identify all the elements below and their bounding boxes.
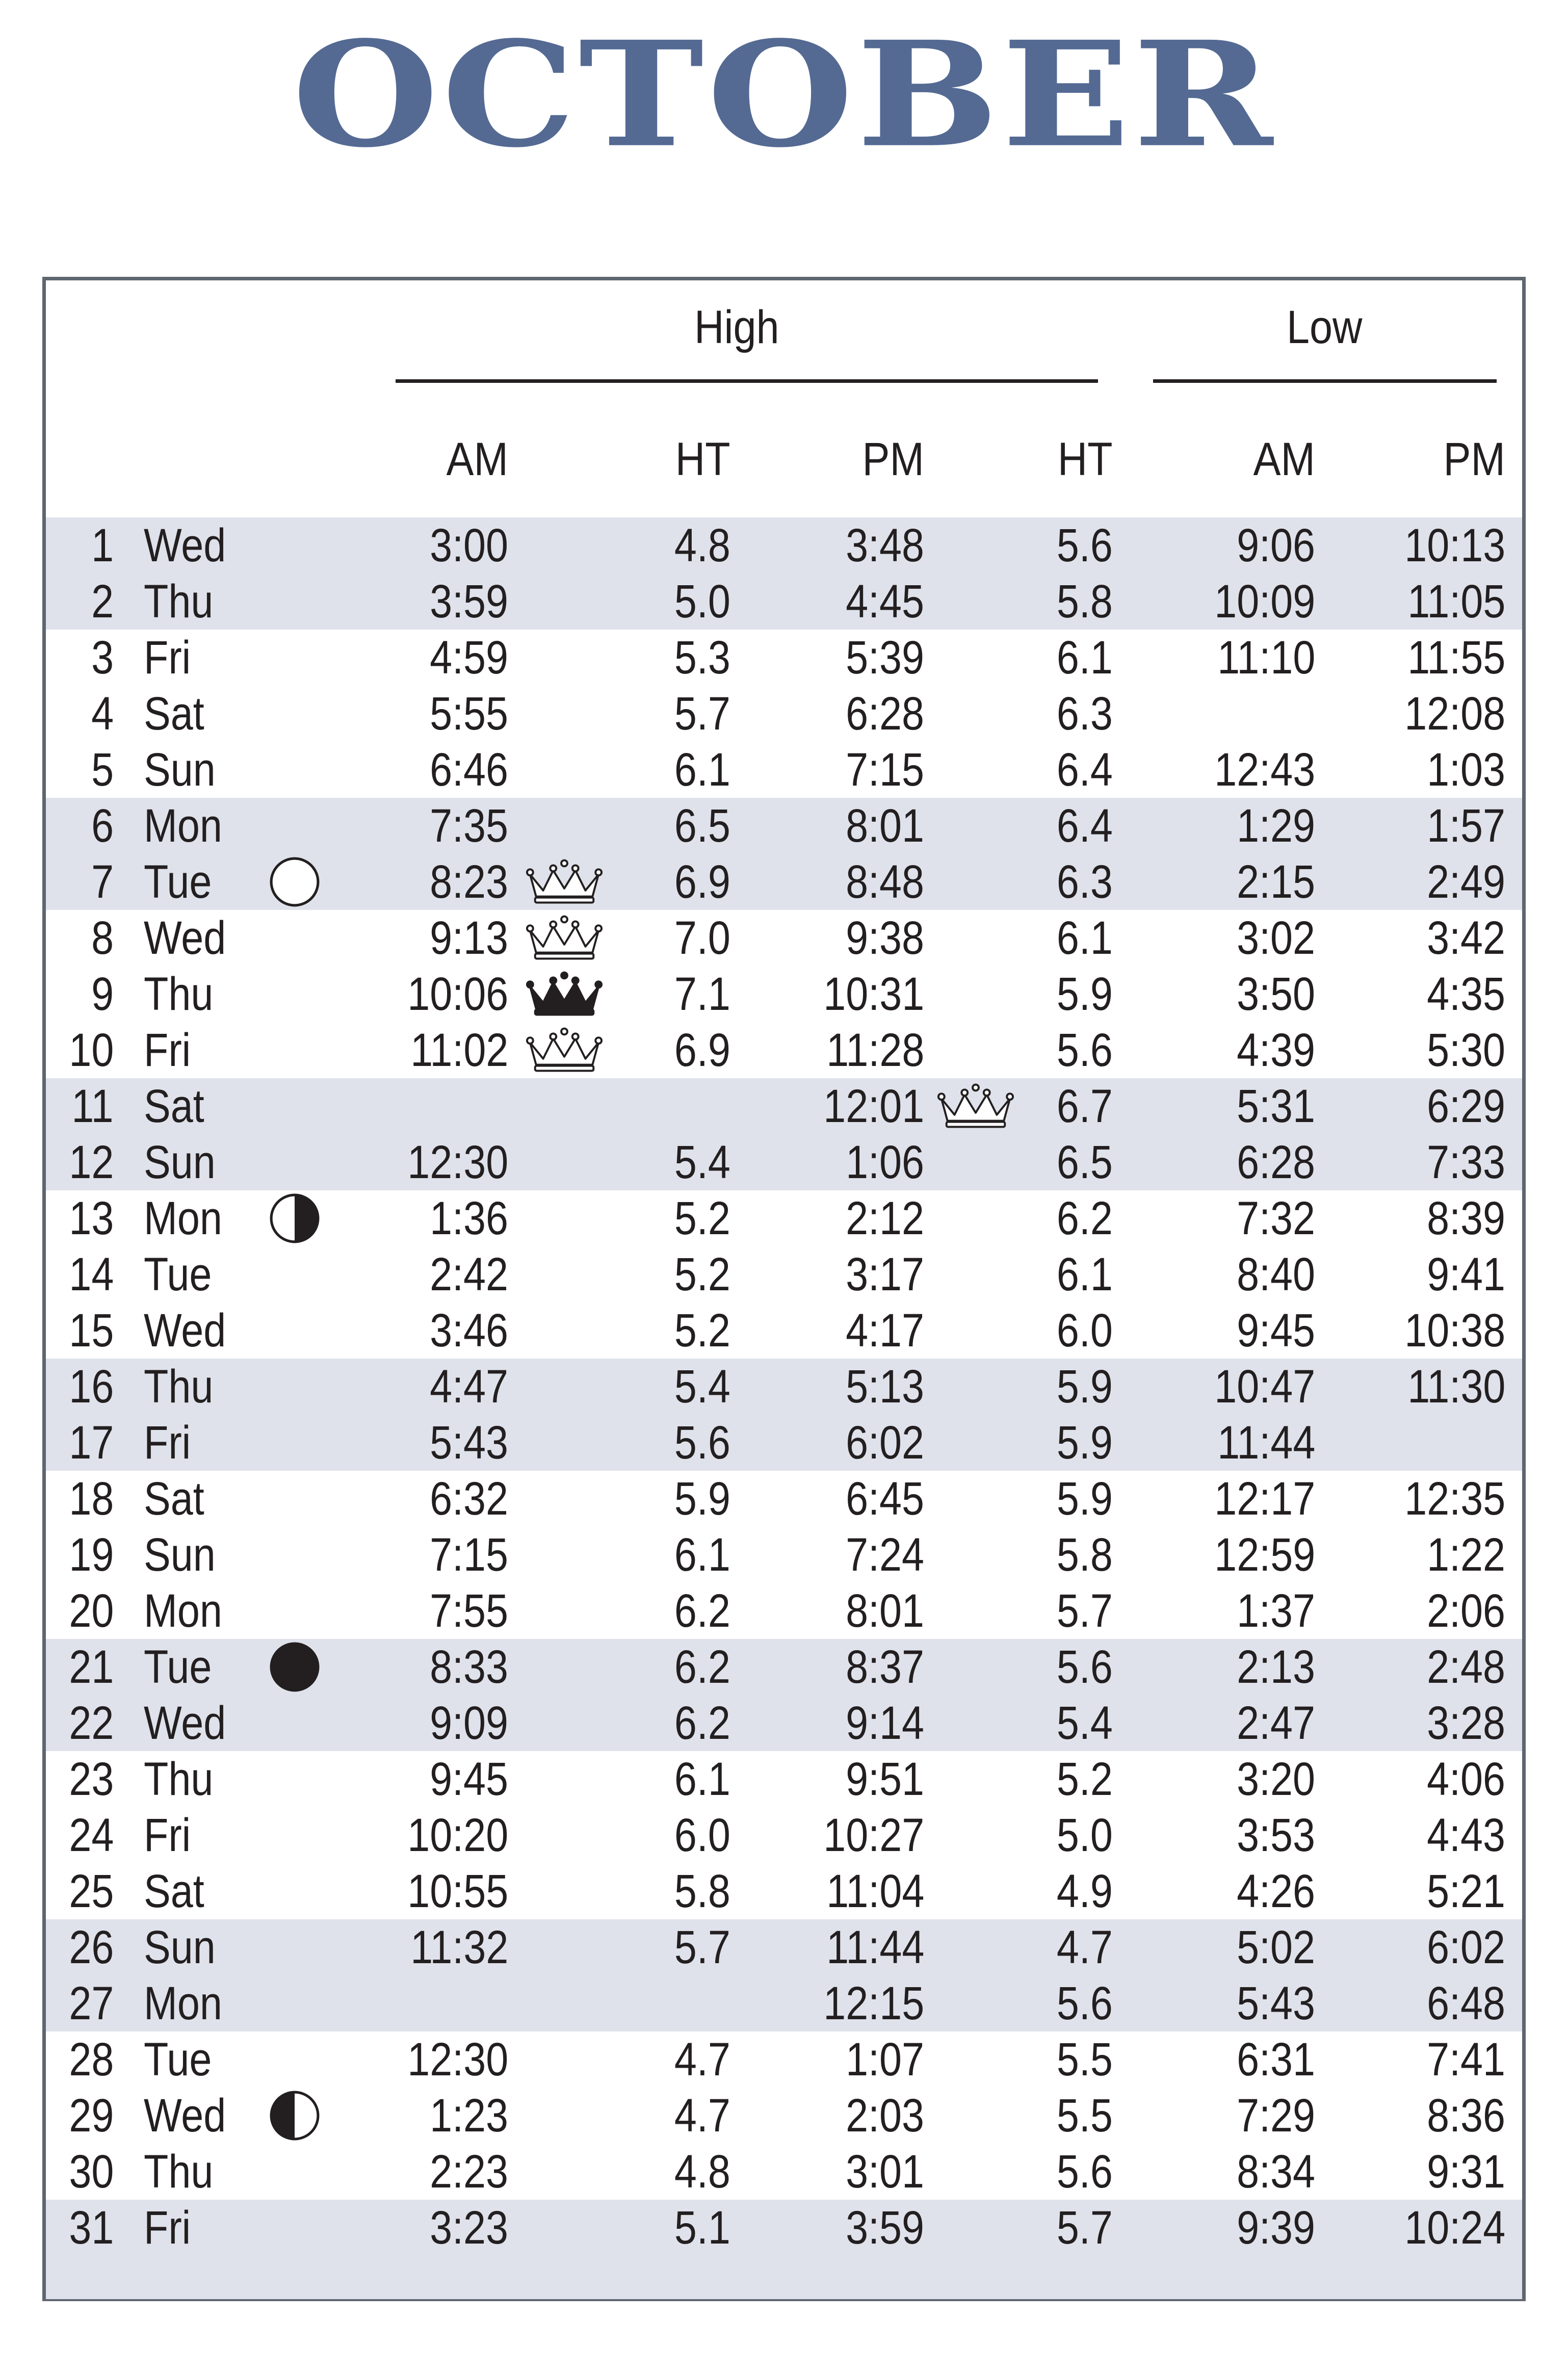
- low-pm-time: 4:06: [1427, 1753, 1505, 1805]
- day-of-week: Fri: [144, 632, 191, 684]
- high-am-height: 5.2: [674, 1248, 730, 1300]
- low-pm-time: 7:33: [1427, 1136, 1505, 1188]
- day-of-week: Mon: [144, 1585, 222, 1637]
- high-am-height: 5.0: [674, 576, 730, 628]
- low-pm-time: 1:57: [1427, 800, 1505, 852]
- low-am-time: 11:44: [1217, 1417, 1315, 1469]
- high-pm-time: 8:01: [846, 1585, 924, 1637]
- day-of-week: Mon: [144, 1977, 222, 2029]
- day-number: 30: [68, 2146, 114, 2198]
- high-pm-ht-column-header: HT: [1058, 433, 1113, 485]
- page-title: OCTOBER: [292, 9, 1276, 179]
- tide-row: [46, 1471, 1522, 1527]
- high-am-column-header: AM: [446, 433, 508, 485]
- high-pm-height: 6.5: [1057, 1136, 1113, 1188]
- high-am-height: 6.1: [674, 1753, 730, 1805]
- high-pm-height: 5.6: [1057, 2146, 1113, 2198]
- low-pm-time: 4:35: [1427, 968, 1505, 1020]
- high-am-height: 6.9: [674, 856, 730, 908]
- full-moon-icon: [269, 856, 321, 910]
- low-pm-time: 11:05: [1407, 576, 1505, 628]
- day-number: 17: [68, 1417, 114, 1469]
- tide-row: [46, 630, 1522, 686]
- day-of-week: Sun: [144, 744, 216, 796]
- high-am-height: 6.5: [674, 800, 730, 852]
- high-pm-height: 6.3: [1057, 688, 1113, 740]
- tide-row: [46, 1246, 1522, 1302]
- low-am-time: 6:31: [1237, 2034, 1315, 2086]
- tide-row: [46, 1975, 1522, 2031]
- tide-row: [46, 910, 1522, 966]
- tide-row: [46, 1583, 1522, 1639]
- high-am-time: 9:09: [430, 1697, 508, 1749]
- high-pm-time: 6:45: [846, 1473, 924, 1525]
- high-am-height: 5.7: [674, 1921, 730, 1973]
- low-am-time: 3:02: [1237, 912, 1315, 964]
- tide-row: [46, 1527, 1522, 1583]
- tide-row: [46, 2031, 1522, 2088]
- tide-row: [46, 1863, 1522, 1919]
- low-am-time: 6:28: [1237, 1136, 1315, 1188]
- high-am-height: 6.1: [674, 1529, 730, 1581]
- high-am-time: 12:30: [407, 2034, 508, 2086]
- tide-row: [46, 1022, 1522, 1078]
- high-pm-time: 3:01: [846, 2146, 924, 2198]
- high-am-time: 11:32: [410, 1921, 508, 1973]
- tide-row: [46, 1359, 1522, 1415]
- high-pm-height: 5.9: [1057, 968, 1113, 1020]
- high-pm-height: 5.8: [1057, 1529, 1113, 1581]
- high-am-height: 4.7: [674, 2034, 730, 2086]
- low-pm-time: 2:49: [1427, 856, 1505, 908]
- day-of-week: Thu: [144, 968, 214, 1020]
- low-am-time: 1:37: [1237, 1585, 1315, 1637]
- low-am-column-header: AM: [1253, 433, 1315, 485]
- low-pm-time: 11:55: [1407, 632, 1505, 684]
- high-am-height: 4.7: [674, 2090, 730, 2142]
- day-number: 16: [68, 1361, 114, 1413]
- high-pm-time: 11:04: [826, 1865, 924, 1917]
- high-am-height: 5.4: [674, 1136, 730, 1188]
- low-pm-time: 10:13: [1404, 519, 1505, 571]
- low-pm-time: 3:42: [1427, 912, 1505, 964]
- high-pm-height: 5.9: [1057, 1473, 1113, 1525]
- high-am-height: 7.1: [674, 968, 730, 1020]
- day-of-week: Tue: [144, 2034, 212, 2086]
- low-pm-time: 2:06: [1427, 1585, 1505, 1637]
- day-of-week: Fri: [144, 1809, 191, 1861]
- low-pm-time: 12:08: [1404, 688, 1505, 740]
- high-pm-height: 5.7: [1057, 1585, 1113, 1637]
- low-am-time: 8:34: [1237, 2146, 1315, 2198]
- high-pm-time: 12:15: [823, 1977, 924, 2029]
- high-am-height: 5.9: [674, 1473, 730, 1525]
- high-pm-time: 9:38: [846, 912, 924, 964]
- low-am-time: 2:13: [1237, 1641, 1315, 1693]
- day-of-week: Sat: [144, 1865, 204, 1917]
- day-of-week: Wed: [144, 519, 226, 571]
- low-pm-column-header: PM: [1443, 433, 1505, 485]
- low-pm-time: 9:31: [1427, 2146, 1505, 2198]
- low-am-time: 5:43: [1237, 1977, 1315, 2029]
- high-am-time: 6:46: [430, 744, 508, 796]
- tide-row: [46, 1639, 1522, 1695]
- high-pm-time: 1:06: [846, 1136, 924, 1188]
- low-am-time: 4:26: [1237, 1865, 1315, 1917]
- day-of-week: Wed: [144, 1305, 226, 1357]
- low-am-time: 7:29: [1237, 2090, 1315, 2142]
- high-pm-height: 6.7: [1057, 1080, 1113, 1132]
- high-pm-time: 10:27: [823, 1809, 924, 1861]
- high-am-time: 5:55: [430, 688, 508, 740]
- low-pm-time: 11:30: [1407, 1361, 1505, 1413]
- high-pm-time: 11:28: [826, 1024, 924, 1076]
- high-am-time: 1:36: [430, 1192, 508, 1244]
- day-of-week: Sun: [144, 1136, 216, 1188]
- high-pm-time: 11:44: [826, 1921, 924, 1973]
- high-am-time: 11:02: [410, 1024, 508, 1076]
- tide-row: [46, 2200, 1522, 2256]
- high-pm-time: 6:02: [846, 1417, 924, 1469]
- high-am-height: 5.3: [674, 632, 730, 684]
- day-of-week: Tue: [144, 1641, 212, 1693]
- low-pm-time: 5:21: [1427, 1865, 1505, 1917]
- high-am-height: 6.9: [674, 1024, 730, 1076]
- high-pm-time: 1:07: [846, 2034, 924, 2086]
- high-am-height: 6.2: [674, 1641, 730, 1693]
- day-of-week: Mon: [144, 1192, 222, 1244]
- day-of-week: Thu: [144, 1361, 214, 1413]
- high-am-time: 8:23: [430, 856, 508, 908]
- high-pm-height: 6.1: [1057, 1248, 1113, 1300]
- day-number: 1: [91, 519, 114, 571]
- high-pm-height: 5.6: [1057, 1641, 1113, 1693]
- high-am-height: 5.4: [674, 1361, 730, 1413]
- high-pm-time: 6:28: [846, 688, 924, 740]
- high-pm-time: 9:14: [846, 1697, 924, 1749]
- high-am-height: 4.8: [674, 519, 730, 571]
- day-of-week: Fri: [144, 1024, 191, 1076]
- high-am-time: 4:47: [430, 1361, 508, 1413]
- low-am-time: 3:50: [1237, 968, 1315, 1020]
- day-number: 18: [68, 1473, 114, 1525]
- high-pm-height: 5.9: [1057, 1417, 1113, 1469]
- crown-outline-icon: [935, 1083, 1016, 1133]
- high-pm-height: 5.6: [1057, 1977, 1113, 2029]
- high-pm-time: 2:03: [846, 2090, 924, 2142]
- high-pm-height: 6.2: [1057, 1192, 1113, 1244]
- high-am-time: 7:15: [430, 1529, 508, 1581]
- low-header: Low: [1287, 301, 1363, 353]
- day-number: 14: [68, 1248, 114, 1300]
- day-of-week: Fri: [144, 1417, 191, 1469]
- high-pm-height: 6.4: [1057, 800, 1113, 852]
- low-pm-time: 12:35: [1404, 1473, 1505, 1525]
- tide-row: [46, 1078, 1522, 1134]
- day-number: 11: [71, 1080, 114, 1132]
- high-am-height: 5.8: [674, 1865, 730, 1917]
- tide-row: [46, 798, 1522, 854]
- day-of-week: Thu: [144, 2146, 214, 2198]
- day-number: 3: [91, 632, 114, 684]
- low-am-time: 12:43: [1214, 744, 1315, 796]
- high-pm-height: 6.0: [1057, 1305, 1113, 1357]
- high-pm-height: 6.4: [1057, 744, 1113, 796]
- high-pm-height: 6.1: [1057, 912, 1113, 964]
- high-am-height: 5.1: [674, 2202, 730, 2254]
- high-am-time: 1:23: [430, 2090, 508, 2142]
- high-am-height: 6.1: [674, 744, 730, 796]
- low-am-time: 10:09: [1214, 576, 1315, 628]
- day-number: 5: [91, 744, 114, 796]
- day-number: 28: [68, 2034, 114, 2086]
- day-number: 12: [68, 1136, 114, 1188]
- high-am-time: 10:06: [407, 968, 508, 1020]
- day-number: 6: [91, 800, 114, 852]
- low-am-time: 5:31: [1237, 1080, 1315, 1132]
- day-of-week: Thu: [144, 1753, 214, 1805]
- day-number: 25: [68, 1865, 114, 1917]
- day-number: 10: [68, 1024, 114, 1076]
- tide-row: [46, 517, 1522, 574]
- low-pm-time: 1:03: [1427, 744, 1505, 796]
- day-number: 13: [68, 1192, 114, 1244]
- high-am-time: 9:45: [430, 1753, 508, 1805]
- crown-outline-icon: [524, 859, 605, 908]
- high-am-time: 2:42: [430, 1248, 508, 1300]
- low-am-time: 3:53: [1237, 1809, 1315, 1861]
- high-am-time: 3:59: [430, 576, 508, 628]
- first-quarter-moon-icon: [269, 2090, 321, 2144]
- day-of-week: Tue: [144, 856, 212, 908]
- day-number: 26: [68, 1921, 114, 1973]
- high-am-height: 7.0: [674, 912, 730, 964]
- low-am-time: 2:47: [1237, 1697, 1315, 1749]
- low-am-time: 5:02: [1237, 1921, 1315, 1973]
- tide-row: [46, 1302, 1522, 1359]
- high-am-time: 6:32: [430, 1473, 508, 1525]
- high-pm-height: 4.7: [1057, 1921, 1113, 1973]
- day-number: 7: [91, 856, 114, 908]
- day-number: 21: [68, 1641, 114, 1693]
- low-am-time: 3:20: [1237, 1753, 1315, 1805]
- high-pm-time: 4:45: [846, 576, 924, 628]
- high-pm-time: 7:24: [846, 1529, 924, 1581]
- high-pm-time: 5:13: [846, 1361, 924, 1413]
- day-of-week: Wed: [144, 1697, 226, 1749]
- high-am-ht-column-header: HT: [675, 433, 730, 485]
- low-am-time: 10:47: [1214, 1361, 1315, 1413]
- low-am-time: 7:32: [1237, 1192, 1315, 1244]
- high-am-height: 5.6: [674, 1417, 730, 1469]
- high-pm-time: 12:01: [823, 1080, 924, 1132]
- day-of-week: Fri: [144, 2202, 191, 2254]
- high-pm-time: 8:37: [846, 1641, 924, 1693]
- high-pm-height: 5.9: [1057, 1361, 1113, 1413]
- high-pm-time: 10:31: [823, 968, 924, 1020]
- high-pm-time: 3:48: [846, 519, 924, 571]
- high-header: High: [694, 301, 779, 353]
- day-number: 27: [68, 1977, 114, 2029]
- high-am-height: 5.2: [674, 1192, 730, 1244]
- low-pm-time: 8:36: [1427, 2090, 1505, 2142]
- tide-row: [46, 1415, 1522, 1471]
- high-am-height: 5.7: [674, 688, 730, 740]
- high-pm-height: 5.4: [1057, 1697, 1113, 1749]
- day-of-week: Thu: [144, 576, 214, 628]
- day-number: 24: [68, 1809, 114, 1861]
- high-pm-height: 5.8: [1057, 576, 1113, 628]
- low-am-time: 9:39: [1237, 2202, 1315, 2254]
- low-am-time: 11:10: [1217, 632, 1315, 684]
- tide-row: [46, 966, 1522, 1022]
- high-pm-time: 4:17: [846, 1305, 924, 1357]
- high-pm-height: 5.2: [1057, 1753, 1113, 1805]
- low-am-time: 9:45: [1237, 1305, 1315, 1357]
- high-am-height: 5.2: [674, 1305, 730, 1357]
- low-pm-time: 6:48: [1427, 1977, 1505, 2029]
- low-pm-time: 8:39: [1427, 1192, 1505, 1244]
- tide-row: [46, 1190, 1522, 1246]
- day-of-week: Sat: [144, 1080, 204, 1132]
- high-pm-time: 5:39: [846, 632, 924, 684]
- day-of-week: Tue: [144, 1248, 212, 1300]
- high-header-rule: [396, 379, 1098, 383]
- low-am-time: 12:59: [1214, 1529, 1315, 1581]
- last-quarter-moon-icon: [269, 1192, 321, 1247]
- day-of-week: Sat: [144, 1473, 204, 1525]
- new-moon-icon: [269, 1641, 321, 1696]
- high-pm-height: 5.6: [1057, 519, 1113, 571]
- tide-row: [46, 1751, 1522, 1807]
- day-number: 31: [68, 2202, 114, 2254]
- day-number: 15: [68, 1305, 114, 1357]
- high-am-time: 3:00: [430, 519, 508, 571]
- day-number: 2: [91, 576, 114, 628]
- high-am-height: 4.8: [674, 2146, 730, 2198]
- high-pm-height: 5.5: [1057, 2034, 1113, 2086]
- tide-row: [46, 1134, 1522, 1190]
- tide-row: [46, 1807, 1522, 1863]
- low-pm-time: 6:29: [1427, 1080, 1505, 1132]
- day-number: 8: [91, 912, 114, 964]
- day-number: 23: [68, 1753, 114, 1805]
- high-am-height: 6.0: [674, 1809, 730, 1861]
- day-of-week: Wed: [144, 2090, 226, 2142]
- day-number: 9: [91, 968, 114, 1020]
- high-pm-time: 3:17: [846, 1248, 924, 1300]
- low-pm-time: 10:38: [1404, 1305, 1505, 1357]
- low-pm-time: 4:43: [1427, 1809, 1505, 1861]
- day-of-week: Mon: [144, 800, 222, 852]
- low-pm-time: 7:41: [1427, 2034, 1505, 2086]
- tide-row: [46, 854, 1522, 910]
- high-pm-time: 7:15: [846, 744, 924, 796]
- day-of-week: Sat: [144, 688, 204, 740]
- high-am-time: 7:55: [430, 1585, 508, 1637]
- low-pm-time: 2:48: [1427, 1641, 1505, 1693]
- high-pm-column-header: PM: [862, 433, 924, 485]
- tide-row: [46, 574, 1522, 630]
- tide-row: [46, 686, 1522, 742]
- low-pm-time: 10:24: [1404, 2202, 1505, 2254]
- crown-outline-icon: [524, 1027, 605, 1077]
- low-pm-time: 5:30: [1427, 1024, 1505, 1076]
- high-pm-height: 5.7: [1057, 2202, 1113, 2254]
- high-pm-height: 5.0: [1057, 1809, 1113, 1861]
- high-pm-time: 2:12: [846, 1192, 924, 1244]
- tide-row: [46, 2144, 1522, 2200]
- high-am-time: 10:55: [407, 1865, 508, 1917]
- low-am-time: 12:17: [1214, 1473, 1315, 1525]
- crown-solid-icon: [524, 971, 605, 1021]
- high-am-time: 5:43: [430, 1417, 508, 1469]
- high-pm-height: 4.9: [1057, 1865, 1113, 1917]
- day-number: 19: [68, 1529, 114, 1581]
- low-header-rule: [1153, 379, 1497, 383]
- low-am-time: 9:06: [1237, 519, 1315, 571]
- low-pm-time: 9:41: [1427, 1248, 1505, 1300]
- tide-row: [46, 1919, 1522, 1975]
- high-am-height: 6.2: [674, 1697, 730, 1749]
- high-am-time: 12:30: [407, 1136, 508, 1188]
- low-am-time: 2:15: [1237, 856, 1315, 908]
- high-pm-height: 5.6: [1057, 1024, 1113, 1076]
- high-pm-time: 3:59: [846, 2202, 924, 2254]
- low-pm-time: 1:22: [1427, 1529, 1505, 1581]
- low-pm-time: 3:28: [1427, 1697, 1505, 1749]
- day-of-week: Sun: [144, 1921, 216, 1973]
- high-pm-time: 8:01: [846, 800, 924, 852]
- day-number: 22: [68, 1697, 114, 1749]
- high-am-time: 8:33: [430, 1641, 508, 1693]
- low-am-time: 1:29: [1237, 800, 1315, 852]
- low-am-time: 8:40: [1237, 1248, 1315, 1300]
- low-am-time: 4:39: [1237, 1024, 1315, 1076]
- high-am-time: 4:59: [430, 632, 508, 684]
- high-am-time: 9:13: [430, 912, 508, 964]
- high-pm-height: 6.1: [1057, 632, 1113, 684]
- tide-row: [46, 742, 1522, 798]
- high-am-time: 7:35: [430, 800, 508, 852]
- high-pm-time: 8:48: [846, 856, 924, 908]
- low-pm-time: 6:02: [1427, 1921, 1505, 1973]
- high-pm-time: 9:51: [846, 1753, 924, 1805]
- high-pm-height: 5.5: [1057, 2090, 1113, 2142]
- day-number: 4: [91, 688, 114, 740]
- day-number: 20: [68, 1585, 114, 1637]
- high-am-time: 10:20: [407, 1809, 508, 1861]
- high-pm-height: 6.3: [1057, 856, 1113, 908]
- day-number: 29: [68, 2090, 114, 2142]
- high-am-time: 2:23: [430, 2146, 508, 2198]
- tide-row: [46, 2088, 1522, 2144]
- day-of-week: Wed: [144, 912, 226, 964]
- tide-row: [46, 1695, 1522, 1751]
- high-am-height: 6.2: [674, 1585, 730, 1637]
- crown-outline-icon: [524, 915, 605, 965]
- day-of-week: Sun: [144, 1529, 216, 1581]
- high-am-time: 3:23: [430, 2202, 508, 2254]
- high-am-time: 3:46: [430, 1305, 508, 1357]
